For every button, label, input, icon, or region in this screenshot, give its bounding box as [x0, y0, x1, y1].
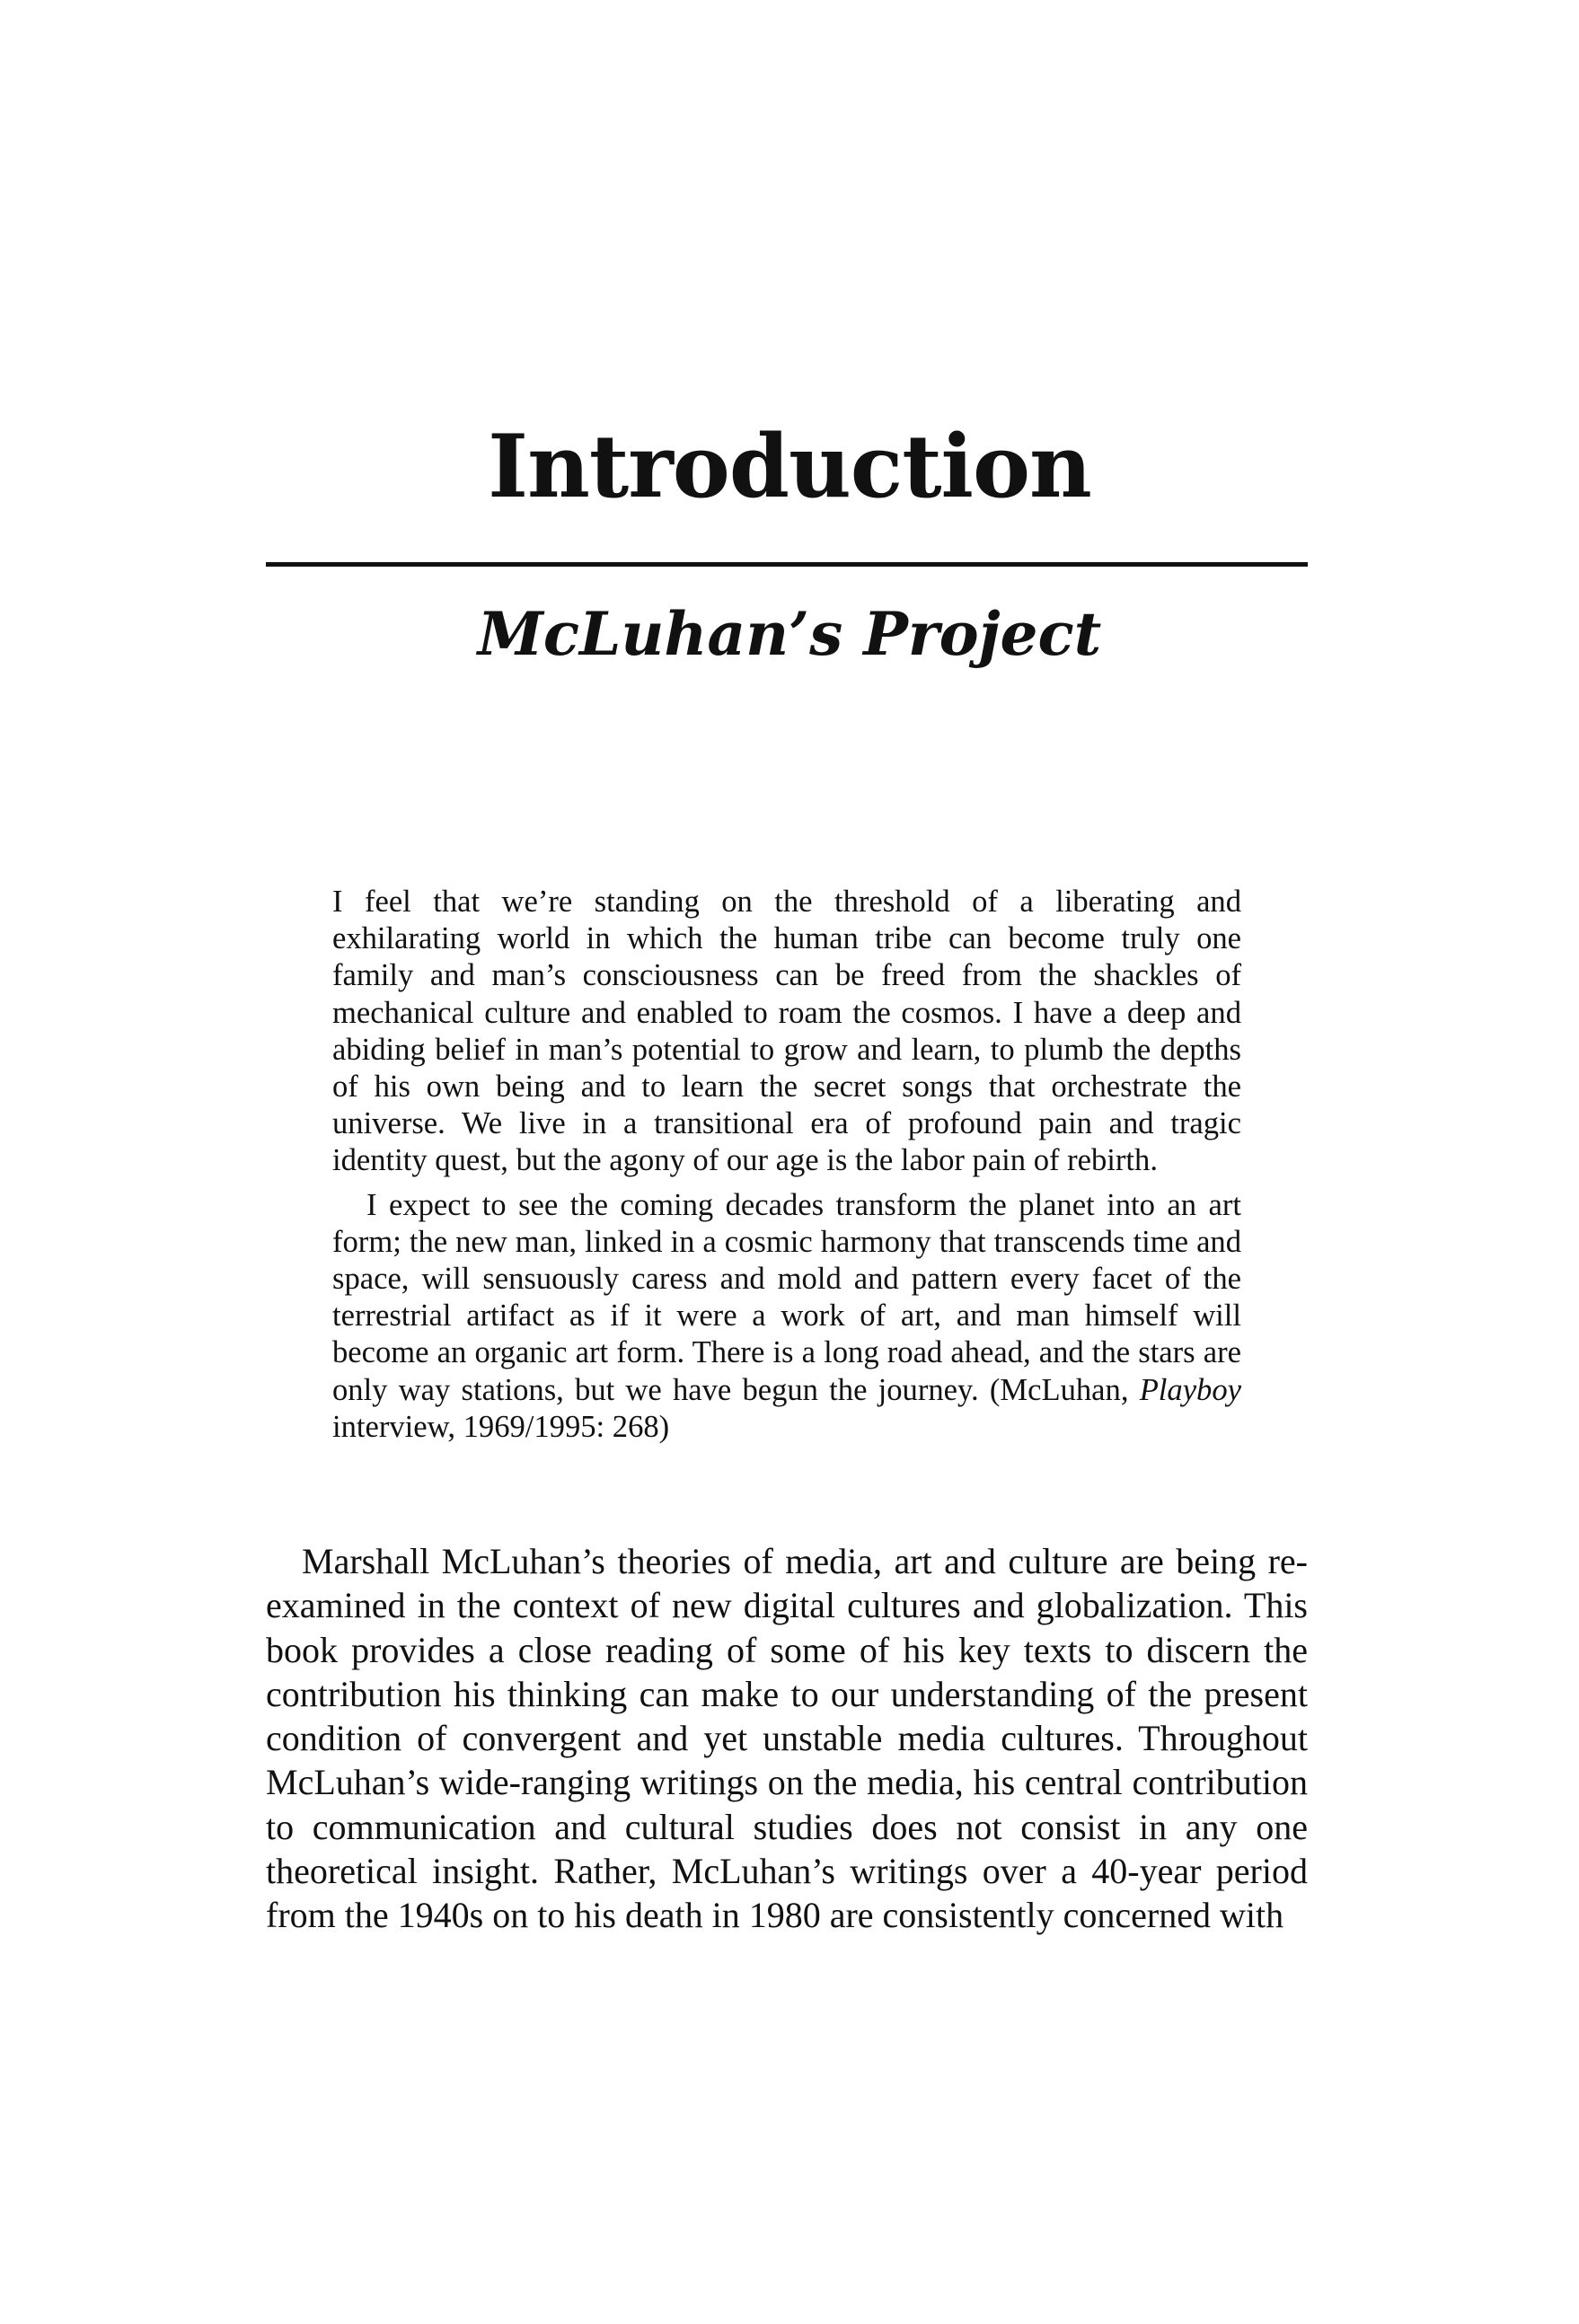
epigraph-citation-suffix: interview, 1969/1995: 268)	[332, 1409, 670, 1444]
chapter-subtitle: McLuhan’s Project	[477, 599, 1102, 669]
chapter-title: Introduction	[488, 416, 1091, 517]
body-paragraph-1: Marshall McLuhan’s theories of media, art and culture are being re-examined in the context of new digital cultures and globalization. This book provides a close reading of some of his key texts to discern the contribution his thinking can make to our understanding of the present condition of convergent and yet unstable media cultures. Throughout McLuhan’s wide-ranging writings on the media, his central contribution to communication and cultural studies does not consist in any one theoretical insight. Rather, McLuhan’s writings over a 40-year period from the 1940s on to his death in 1980 are consistently concerned with	[266, 1541, 1308, 1936]
epigraph-paragraph-1: I feel that we’re standing on the threshold of a liberating and exhilarating world in which the human tribe can become truly one family and man’s consciousness can be freed from the shackles of mechanical culture and enabled to roam the cosmos. I have a deep and abiding belief in man’s potential to grow and learn, to plumb the depths of his own being and to learn the secret songs that orchestrate the universe. We live in a transitional era of profound pain and tragic identity quest, but the agony of our age is the labor pain of rebirth.	[332, 885, 1241, 1178]
title-divider	[266, 562, 1308, 567]
epigraph-citation-title: Playboy	[1139, 1372, 1241, 1407]
epigraph-paragraph-2	[332, 1187, 1241, 1446]
epigraph-quote	[332, 884, 1241, 1446]
epigraph-citation-prefix: (McLuhan,	[989, 1372, 1129, 1407]
epigraph-paragraph-2-text: I expect to see the coming decades transform the planet into an art form; the new man, linked in a cosmic harmony that transcends time and space, will sensuously caress and mold and pattern every facet of the terrestrial artifact as if it were a work of art, and man himself will become an organic art form. There is a long road ahead, and the stars are only way stations, but we have begun the journey.	[332, 1187, 1241, 1407]
